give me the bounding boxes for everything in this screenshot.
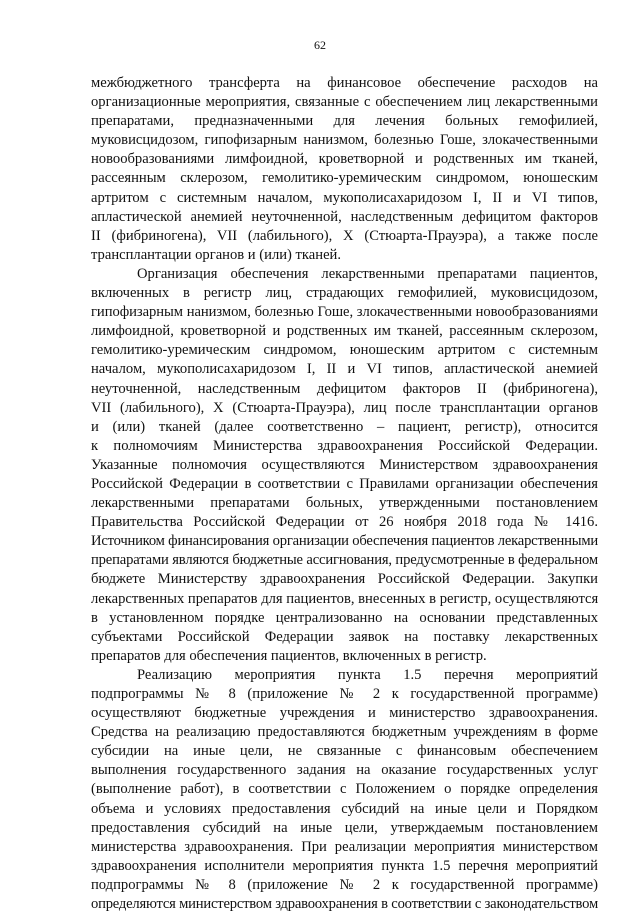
text-line: определяются министерством здравоохранения в соответствии с законодательством xyxy=(91,896,598,913)
text-line: Средства на реализацию предоставляются бюджетным учреждениям в форме xyxy=(91,724,598,741)
text-line: VII (лабильного), X (Стюарта-Прауэра), лиц после трансплантации органов xyxy=(91,399,598,416)
text-line: препаратами, предназначенными для лечения больных гемофилией, xyxy=(91,113,598,130)
text-line: к полномочиям Министерства здравоохранения Российской Федерации. xyxy=(91,437,598,454)
text-line: новообразованиями лимфоидной, кроветворной и родственных им тканей, xyxy=(91,151,598,168)
text-line: осуществляют бюджетные учреждения и министерство здравоохранения. xyxy=(91,705,598,722)
paragraph-2 xyxy=(91,265,598,666)
text-line: Реализацию мероприятия пункта 1.5 перечня мероприятий xyxy=(137,666,598,683)
text-line: лимфоидной, кроветворной и родственных им тканей, рассеянным склерозом, xyxy=(91,323,598,340)
text-line: Указанные полномочия осуществляются Министерством здравоохранения xyxy=(91,456,598,473)
text-line: межбюджетного трансферта на финансовое обеспечение расходов на xyxy=(91,75,598,91)
text-line: трансплантации органов и (или) тканей. xyxy=(91,246,342,263)
text-line: Правительства Российской Федерации от 26 ноября 2018 года № 1416. xyxy=(91,514,598,531)
text-line: выполнения государственного задания на оказание государственных услуг xyxy=(91,762,598,779)
text-line: Источником финансирования организации обеспечения пациентов лекарственными xyxy=(91,533,598,550)
text-line: гемолитико-уремическим синдромом, юношеским артритом с системным xyxy=(91,342,598,359)
text-line: субъектами Российской Федерации заявок на поставку лекарственных xyxy=(91,628,598,645)
text-line: апластической анемией неуточненной, наследственным дефицитом факторов xyxy=(91,208,598,225)
text-line: Российской Федерации в соответствии с Правилами организации обеспечения xyxy=(91,475,598,492)
text-line: рассеянным склерозом, гемолитико-уремическим синдромом, юношеским xyxy=(91,170,598,187)
text-line: артритом с системным началом, мукополисахаридозом I, II и VI типов, xyxy=(91,189,598,206)
paragraph-1 xyxy=(91,74,598,265)
text-line: субсидии на иные цели, не связанные с финансовым обеспечением xyxy=(91,743,598,760)
page-number: 62 xyxy=(314,38,326,52)
text-line: гипофизарным нанизмом, болезнью Гоше, злокачественными новообразованиями xyxy=(91,304,598,321)
text-line: муковисцидозом, гипофизарным нанизмом, болезнью Гоше, злокачественными xyxy=(91,132,598,149)
document-body xyxy=(91,74,598,914)
text-line: предоставления субсидий на иные цели, утверждаемым постановлением xyxy=(91,819,598,836)
text-line: здравоохранения исполнители мероприятия пункта 1.5 перечня мероприятий xyxy=(91,857,598,874)
text-line: бюджете Министерству здравоохранения Российской Федерации. Закупки xyxy=(91,571,598,588)
text-line: лекарственных препаратов для пациентов, внесенных в регистр, осуществляются xyxy=(91,590,599,607)
text-line: II (фибриногена), VII (лабильного), X (Стюарта-Прауэра), а также после xyxy=(91,227,598,244)
text-line: неуточненной, наследственным дефицитом факторов II (фибриногена), xyxy=(91,380,598,397)
text-line: началом, мукополисахаридозом I, II и VI типов, апластической анемией xyxy=(91,361,598,378)
text-line: организационные мероприятия, связанные с обеспечением лиц лекарственными xyxy=(91,94,598,111)
text-line: препаратов для обеспечения пациентов, включенных в регистр. xyxy=(91,647,487,664)
text-line: (выполнение работ), в соответствии с Положением о порядке определения xyxy=(91,781,598,798)
text-line: Организация обеспечения лекарственными препаратами пациентов, xyxy=(137,265,598,282)
text-line: подпрограммы № 8 (приложение № 2 к государственной программе) xyxy=(91,686,598,702)
text-line: включенных в регистр лиц, страдающих гемофилией, муковисцидозом, xyxy=(91,285,598,302)
text-line: препаратами являются бюджетные ассигнования, предусмотренные в федеральном xyxy=(91,552,598,569)
text-line: и (или) тканей (далее соответственно – пациент, регистр), относится xyxy=(91,418,598,435)
text-line: министерства здравоохранения. При реализации мероприятия министерством xyxy=(91,838,598,855)
paragraph-3 xyxy=(91,666,598,914)
text-line: объема и условиях предоставления субсидий на иные цели и Порядком xyxy=(91,800,598,817)
text-line: лекарственными препаратами больных, утвержденными постановлением xyxy=(91,495,598,512)
text-line: подпрограммы № 8 (приложение № 2 к государственной программе) xyxy=(91,876,598,893)
text-line: в установленном порядке централизованно на основании представленных xyxy=(91,609,598,626)
